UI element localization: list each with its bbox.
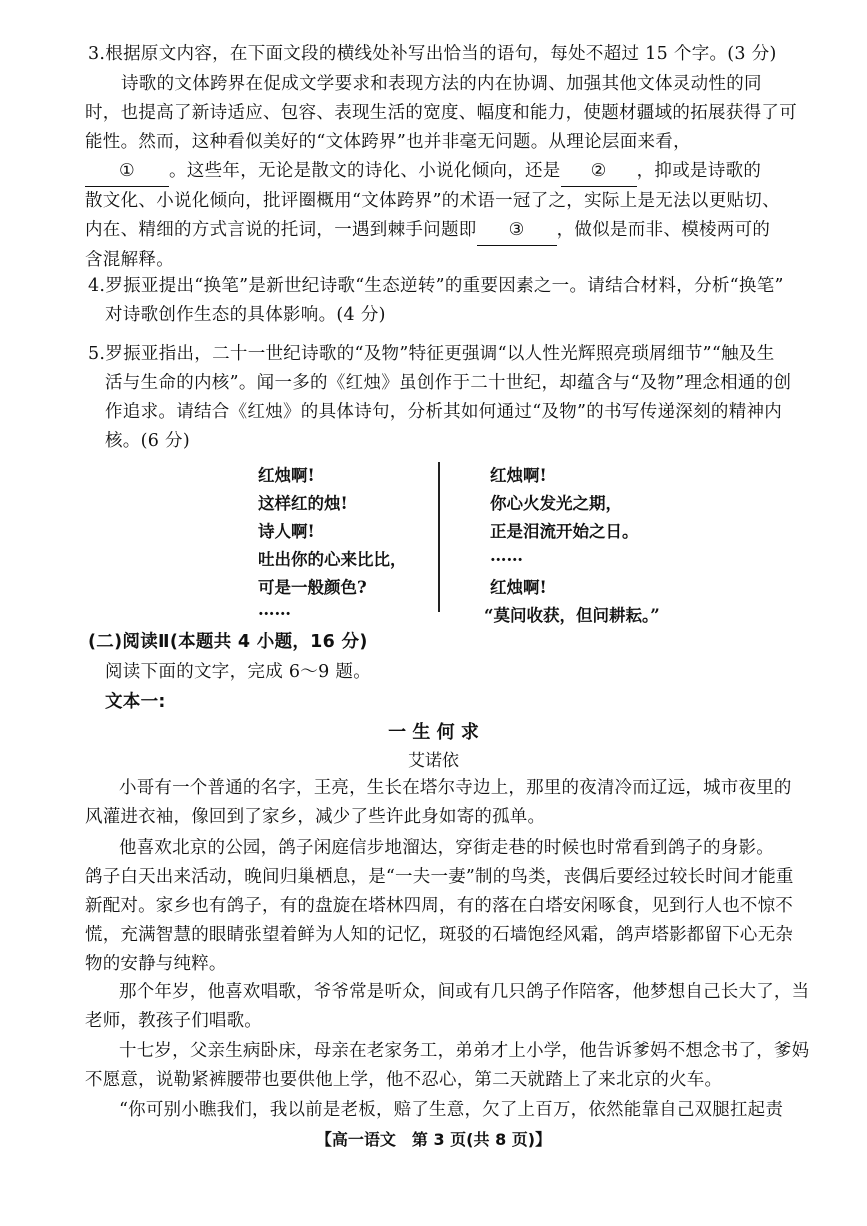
- q3-text: ，抑或是诗歌的: [636, 161, 762, 181]
- article-paragraph-4: [85, 1037, 810, 1095]
- poem-line: 你心火发光之期，: [490, 494, 622, 513]
- article-line: 鸽子白天出来活动，晚间归巢栖息，是“一夫一妻”制的鸟类，丧偶后要经过较长时间才能重: [85, 867, 794, 887]
- q3-line: 含混解释。: [85, 250, 174, 270]
- poem-line: ……: [258, 600, 291, 619]
- poem-line: ……: [490, 546, 523, 565]
- answer-blank-3: ③: [477, 216, 557, 246]
- article-paragraph-2: [85, 834, 794, 979]
- section-heading: (二)阅读Ⅱ(本题共 4 小题，16 分): [88, 632, 368, 652]
- article-paragraph-1: [85, 774, 792, 832]
- q5: [88, 340, 792, 456]
- q3-text: ，做似是而非、模棱两可的: [556, 220, 771, 240]
- poem-divider: [438, 462, 440, 612]
- poem-line: 红烛啊!: [490, 466, 547, 485]
- article-line: 新配对。家乡也有鸽子，有的盘旋在塔林四周，有的落在白塔安闲啄食，见到行人也不惊不: [85, 896, 793, 916]
- article-author: 艾诺依: [408, 751, 459, 771]
- article-line: 那个年岁，他喜欢唱歌，爷爷常是听众，间或有几只鸽子作陪客，他梦想自己长大了，当: [119, 982, 810, 1002]
- q5-line: 作追求。请结合《红烛》的具体诗句，分析其如何通过“及物”的书写传递深刻的精神内: [105, 402, 783, 422]
- q4-line: 对诗歌创作生态的具体影响。(4 分): [105, 305, 386, 325]
- article-line: 不愿意，说勒紧裤腰带也要供他上学，他不忍心，第二天就踏上了来北京的火车。: [85, 1070, 723, 1090]
- article-line: 风灌进衣袖，像回到了家乡，减少了些许此身如寄的孤单。: [85, 807, 546, 827]
- article-line: 他喜欢北京的公园，鸽子闲庭信步地溜达，穿街走巷的时候也时常看到鸽子的身影。: [119, 838, 774, 858]
- article-line: 慌，充满智慧的眼睛张望着鲜为人知的记忆，斑驳的石墙饱经风霜，鸽声塔影都留下心无杂: [85, 925, 793, 945]
- poem-line: “莫问收获，但问耕耘。”: [484, 606, 660, 625]
- poem-line: 吐出你的心来比比，: [258, 550, 407, 569]
- section-instruction: 阅读下面的文字，完成 6～9 题。: [105, 662, 371, 682]
- article-line: “你可别小瞧我们，我以前是老板，赔了生意，欠了上百万，依然能靠自己双腿扛起责: [119, 1100, 784, 1120]
- q4: [88, 272, 788, 330]
- poem-line: 红烛啊!: [258, 466, 315, 485]
- article-line: 老师，教孩子们唱歌。: [85, 1011, 262, 1031]
- q3-line: 散文化、小说化倾向，批评圈概用“文体跨界”的术语一冠了之，实际上是无法以更贴切、: [85, 191, 780, 211]
- q4-line: 4.罗振亚提出“换笔”是新世纪诗歌“生态逆转”的重要因素之一。请结合材料，分析“换笔”: [88, 276, 784, 296]
- q3-stem: 3.根据原文内容，在下面文段的横线处补写出恰当的语句，每处不超过 15 个字。(3 分): [88, 44, 777, 64]
- text-label: 文本一:: [105, 692, 166, 712]
- article-line: 小哥有一个普通的名字，王亮，生长在塔尔寺边上，那里的夜清冷而辽远，城市夜里的: [119, 778, 792, 798]
- q3-text: 内在、精细的方式言说的托词，一遇到棘手问题即: [85, 220, 477, 240]
- answer-blank-2: ②: [561, 157, 637, 187]
- q3-line: [85, 157, 775, 187]
- answer-blank-1: ①: [85, 157, 169, 187]
- article-paragraph-5: [105, 1096, 784, 1125]
- poem-line: 红烛啊!: [490, 578, 547, 597]
- q3-line: 能性。然而，这种看似美好的“文体跨界”也并非毫无问题。从理论层面来看，: [85, 132, 691, 152]
- q5-line: 活与生命的内核”。闻一多的《红烛》虽创作于二十世纪，却蕴含与“及物”理念相通的创: [105, 373, 792, 393]
- poem-line: 正是泪流开始之日。: [490, 522, 639, 541]
- article-title: 一 生 何 求: [388, 722, 479, 743]
- q5-line: 5.罗振亚指出，二十一世纪诗歌的“及物”特征更强调“以人性光辉照亮琐屑细节”“触及生: [88, 344, 775, 364]
- q3-passage: [85, 70, 797, 275]
- q3-text: 。这些年，无论是散文的诗化、小说化倾向，还是: [169, 161, 561, 181]
- q3-line: [85, 216, 775, 246]
- q5-line: 核。(6 分): [105, 431, 190, 451]
- poem-line: 诗人啊!: [258, 522, 315, 541]
- page-footer: 【高一语文 第 3 页(共 8 页)】: [315, 1130, 552, 1149]
- q3-line: 时，也提高了新诗适应、包容、表现生活的宽度、幅度和能力，使题材疆域的拓展获得了可: [85, 103, 797, 123]
- article-line: 物的安静与纯粹。: [85, 954, 227, 974]
- article-line: 十七岁，父亲生病卧床，母亲在老家务工，弟弟才上小学，他告诉爹妈不想念书了，爹妈: [119, 1041, 810, 1061]
- q3-line: 诗歌的文体跨界在促成文学要求和表现方法的内在协调、加强其他文体灵动性的同: [121, 74, 762, 94]
- poem-line: 这样红的烛!: [258, 494, 348, 513]
- poem-line: 可是一般颜色?: [258, 578, 367, 597]
- article-paragraph-3: [85, 978, 810, 1036]
